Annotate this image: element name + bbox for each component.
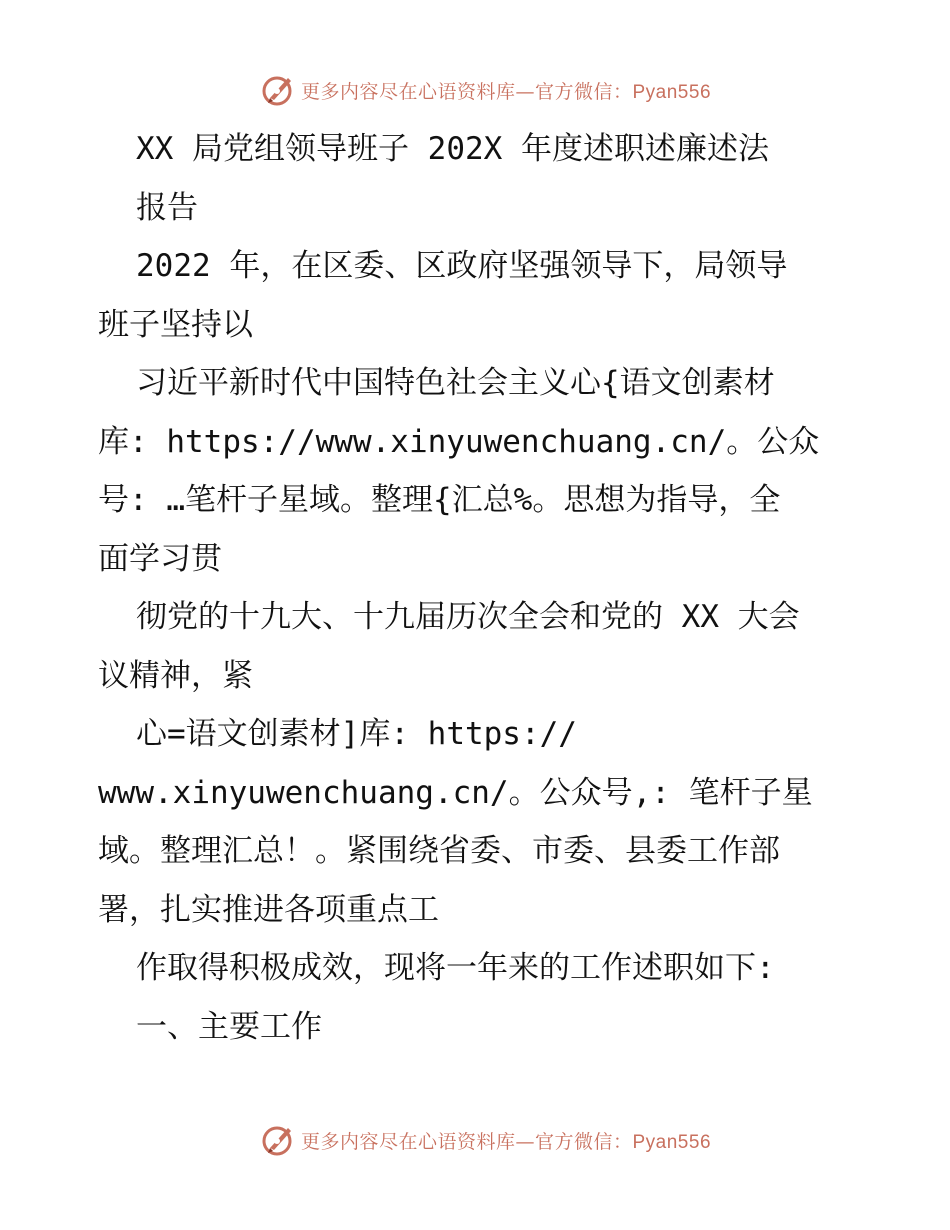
header-banner-text (301, 77, 711, 104)
banner-slogan: 更多内容尽在心语资料库—官方微信： (300, 1130, 633, 1153)
header-banner-content (261, 72, 711, 108)
paragraph-line: 库: https://www.xinyuwenchuang.cn/。公众 (98, 423, 820, 460)
paragraph-line: 习近平新时代中国特色社会主义心{语文创素材 (136, 365, 775, 401)
header-banner (0, 70, 950, 110)
section-heading: 一、主要工作 (136, 1008, 322, 1045)
paragraph-line: 议精神，紧 (98, 657, 253, 694)
quill-pen-logo-icon (261, 1122, 297, 1158)
paragraph-line: 2022 年，在区委、区政府坚强领导下，局领导 (136, 248, 788, 284)
paragraph-line: 心=语文创素材]库: https:// (136, 716, 577, 752)
quill-pen-logo-icon (261, 72, 297, 108)
paragraph-line: 域。整理汇总！。紧围绕省委、市委、县委工作部 (98, 833, 780, 869)
paragraph-line: 面学习贯 (98, 540, 222, 577)
banner-slogan: 更多内容尽在心语资料库—官方微信： (300, 80, 633, 103)
title-line-2: 报告 (136, 189, 198, 226)
document-body (98, 120, 878, 1056)
banner-wechat-handle: Pyan556 (632, 1131, 712, 1153)
paragraph-line: 号: …笔杆子星域。整理{汇总%。思想为指导，全 (98, 482, 781, 518)
banner-wechat-handle: Pyan556 (632, 81, 712, 103)
title-line-1: XX 局党组领导班子 202X 年度述职述廉述法 (136, 131, 769, 167)
paragraph-line: 彻党的十九大、十九届历次全会和党的 XX 大会 (136, 599, 800, 635)
footer-banner-text (301, 1127, 711, 1154)
footer-banner-content (261, 1122, 711, 1158)
paragraph-line: www.xinyuwenchuang.cn/。公众号,: 笔杆子星 (98, 774, 813, 811)
paragraph-line: 署，扎实推进各项重点工 (98, 891, 439, 928)
paragraph-line: 作取得积极成效，现将一年来的工作述职如下: (136, 950, 775, 986)
footer-banner (0, 1120, 950, 1160)
paragraph-line: 班子坚持以 (98, 306, 253, 343)
